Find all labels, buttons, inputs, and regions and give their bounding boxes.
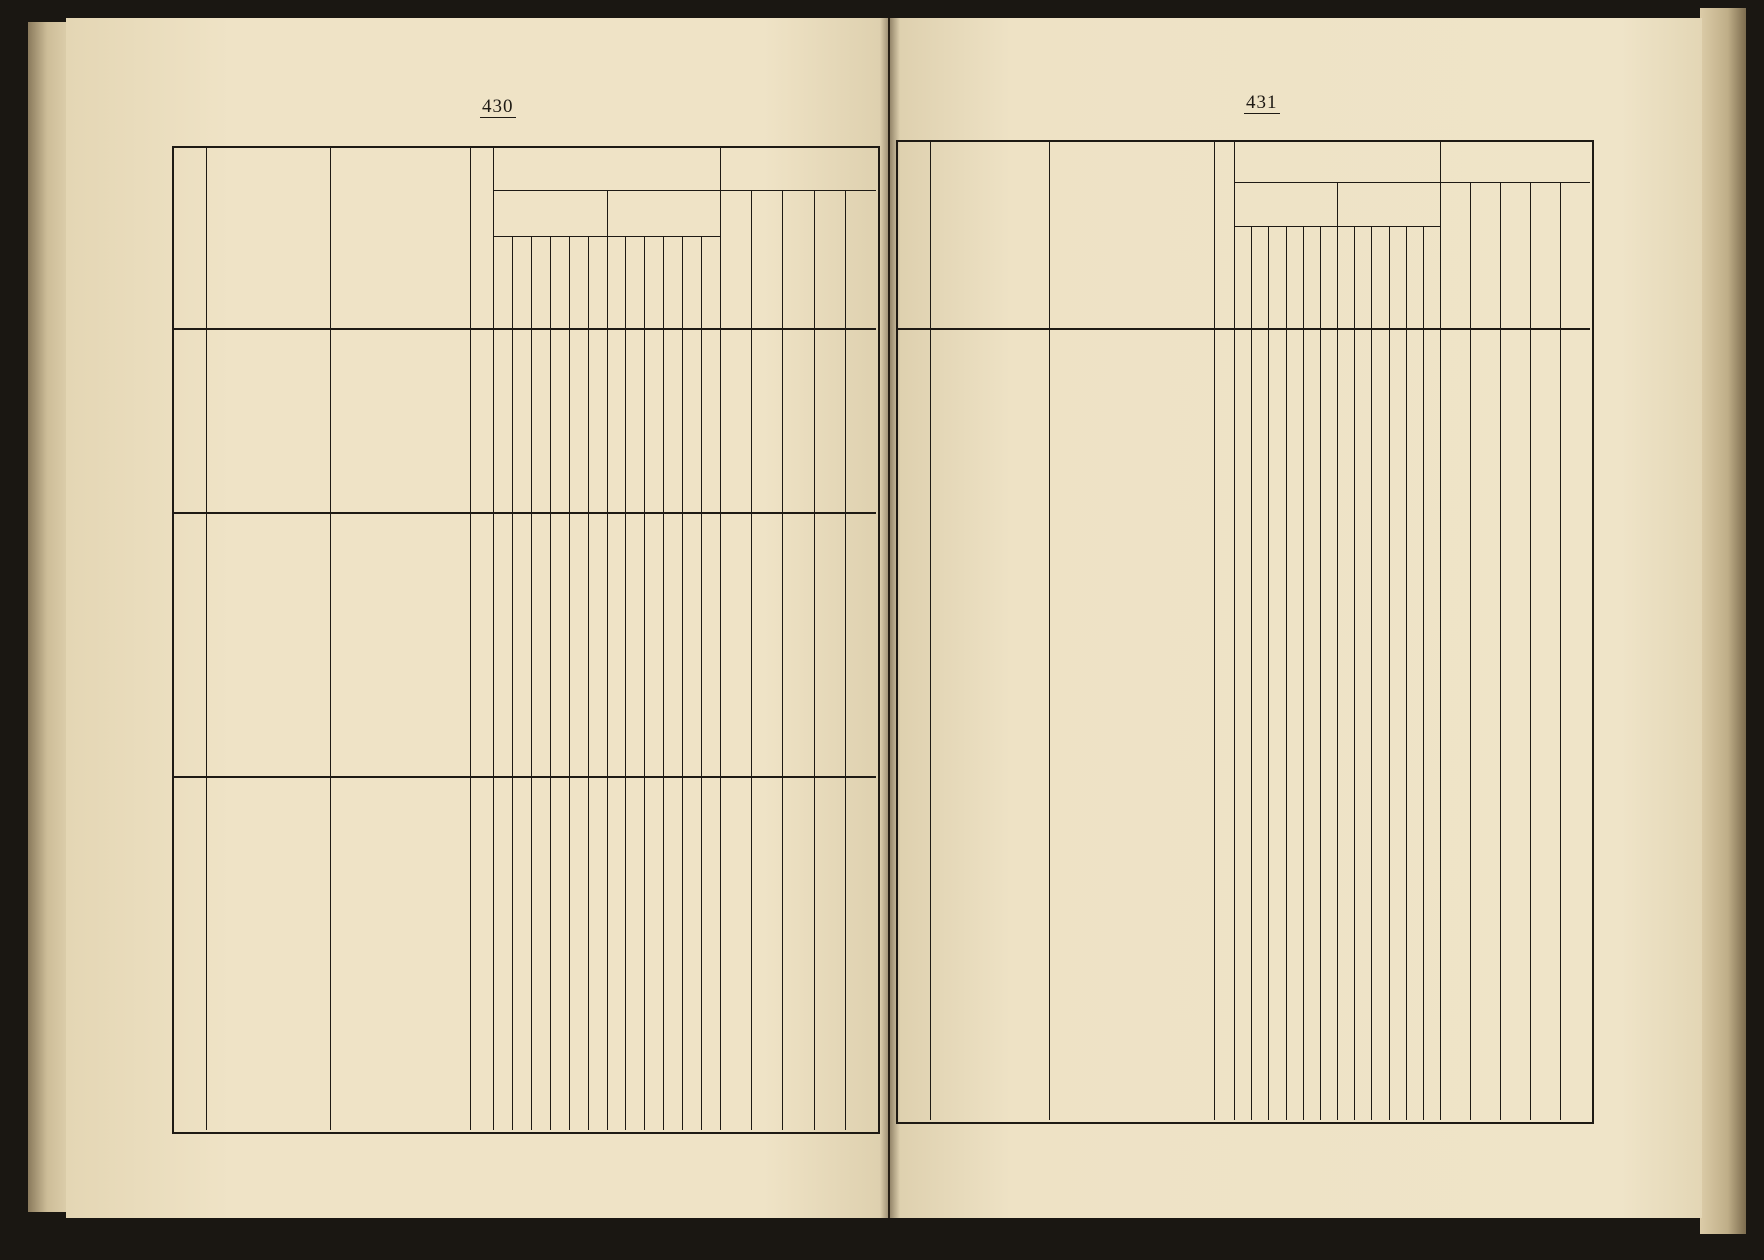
right-page-number xyxy=(1244,92,1280,114)
right-table-row xyxy=(0,883,1764,899)
right-month-rule xyxy=(1286,226,1287,1120)
right-table-row xyxy=(0,422,1764,438)
right-table-row xyxy=(0,770,1764,786)
right-table-row xyxy=(0,366,1764,382)
right-header-year-rule xyxy=(1234,226,1440,227)
right-month-rule xyxy=(1406,226,1407,1120)
right-table-row xyxy=(0,563,1764,579)
right-month-rule xyxy=(1423,226,1424,1120)
right-month-rule xyxy=(1303,226,1304,1120)
right-table-row xyxy=(0,798,1764,814)
right-table-row xyxy=(0,394,1764,410)
right-table-row xyxy=(0,966,1764,982)
left-column-rule xyxy=(470,146,471,1130)
left-column-rule xyxy=(720,146,721,1130)
right-table-row xyxy=(0,619,1764,635)
right-table-row xyxy=(0,827,1764,843)
right-table-row xyxy=(0,676,1764,692)
right-month-rule xyxy=(1389,226,1390,1120)
left-column-rule xyxy=(493,146,494,1130)
right-month-rule xyxy=(1320,226,1321,1120)
right-table-row xyxy=(0,711,1764,727)
right-table-row xyxy=(0,507,1764,523)
left-page-number-text: 430 xyxy=(482,96,514,117)
right-page-number-text: 431 xyxy=(1246,92,1278,113)
left-header-sub-rule xyxy=(493,190,876,191)
right-table-row xyxy=(0,648,1764,664)
right-table-row xyxy=(0,855,1764,871)
right-table-row xyxy=(0,535,1764,551)
right-table-row xyxy=(0,450,1764,466)
right-table-row xyxy=(0,591,1764,607)
left-header-year-rule xyxy=(493,236,720,237)
right-header-rule xyxy=(896,328,1590,330)
right-header-sub-rule xyxy=(1234,182,1590,183)
right-table-row xyxy=(0,918,1764,934)
left-table-frame xyxy=(172,146,880,1134)
right-table-row xyxy=(0,741,1764,757)
right-month-rule xyxy=(1268,226,1269,1120)
right-table-row xyxy=(0,478,1764,494)
right-month-rule xyxy=(1354,226,1355,1120)
left-column-rule xyxy=(206,146,207,1130)
right-month-rule xyxy=(1371,226,1372,1120)
left-column-rule xyxy=(330,146,331,1130)
right-table-row xyxy=(0,993,1764,1009)
right-month-rule xyxy=(1251,226,1252,1120)
left-page-number xyxy=(480,96,516,118)
